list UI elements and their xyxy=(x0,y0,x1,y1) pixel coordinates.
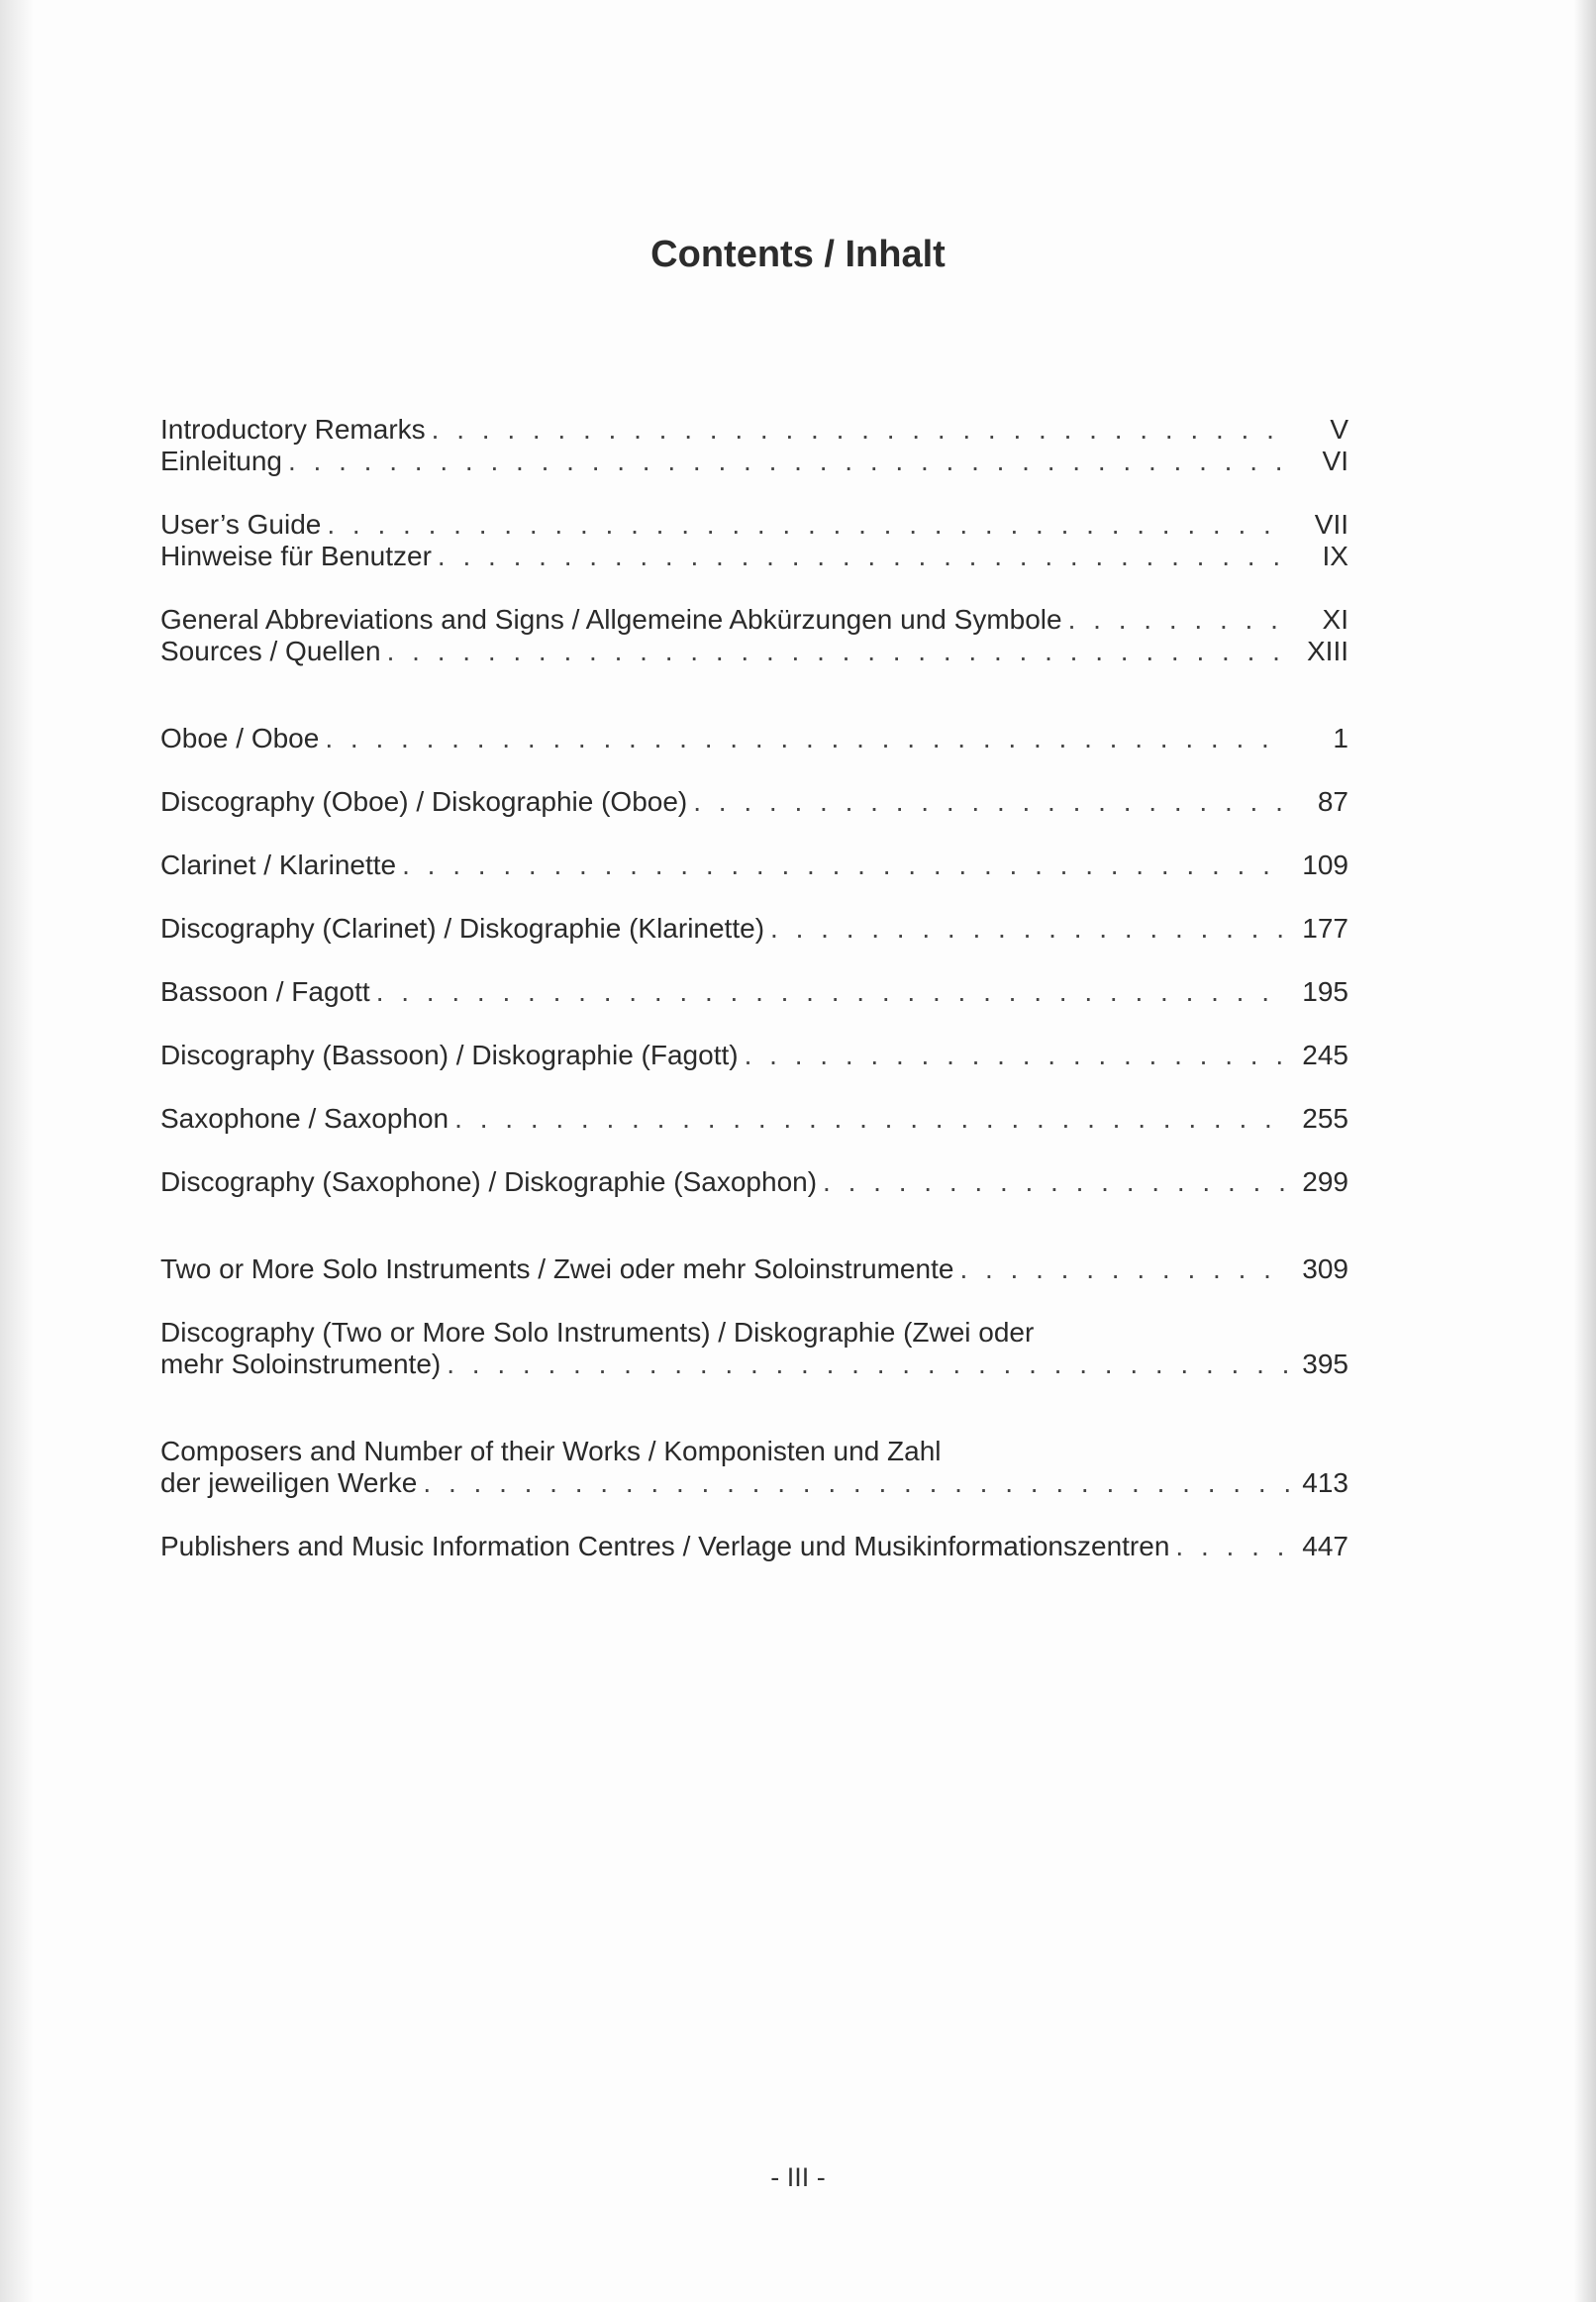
table-of-contents xyxy=(160,414,1348,1562)
dot-leader xyxy=(823,1166,1289,1198)
toc-entry-users-guide[interactable] xyxy=(160,509,1348,541)
toc-entry-page: XIII xyxy=(1306,636,1348,666)
toc-entry-page: IX xyxy=(1322,541,1348,571)
toc-entry-label: Bassoon / Fagott xyxy=(160,976,370,1007)
toc-entry-label: Oboe / Oboe xyxy=(160,723,320,753)
toc-entry-introductory-remarks[interactable] xyxy=(160,414,1348,446)
toc-entry-discography-two-or-more[interactable] xyxy=(160,1317,1348,1380)
toc-entry-label: Saxophone / Saxophon xyxy=(160,1103,449,1134)
toc-entry-page: 195 xyxy=(1302,976,1348,1007)
toc-entry-label: Introductory Remarks xyxy=(160,414,426,445)
toc-entry-page: 447 xyxy=(1302,1531,1348,1561)
dot-leader xyxy=(745,1040,1289,1071)
toc-entry-hinweise[interactable] xyxy=(160,541,1348,572)
toc-entry-label-line1: Discography (Two or More Solo Instruments) / Diskographie (Zwei oder xyxy=(160,1317,1035,1348)
toc-entry-label: Sources / Quellen xyxy=(160,636,381,666)
dot-leader xyxy=(1175,1531,1289,1562)
toc-entry-page: 309 xyxy=(1302,1253,1348,1284)
toc-entry-page: 109 xyxy=(1302,850,1348,880)
dot-leader xyxy=(959,1253,1289,1285)
toc-entry-label-line1: Composers and Number of their Works / Komponisten und Zahl xyxy=(160,1436,942,1466)
toc-entry-publishers[interactable] xyxy=(160,1531,1348,1562)
dot-leader xyxy=(376,976,1289,1008)
toc-entry-composers[interactable] xyxy=(160,1436,1348,1499)
page-title: Contents / Inhalt xyxy=(650,234,946,275)
toc-entry-discography-saxophone[interactable] xyxy=(160,1166,1348,1198)
dot-leader xyxy=(770,913,1289,945)
toc-entry-saxophone[interactable] xyxy=(160,1103,1348,1135)
toc-entry-label-line2: mehr Soloinstrumente) xyxy=(160,1349,442,1379)
toc-entry-label: Discography (Oboe) / Diskographie (Oboe) xyxy=(160,786,688,817)
dot-leader xyxy=(438,541,1289,572)
toc-entry-bassoon[interactable] xyxy=(160,976,1348,1008)
toc-entry-page: 395 xyxy=(1302,1349,1348,1379)
toc-entry-page: XI xyxy=(1322,604,1348,635)
toc-entry-label: Discography (Clarinet) / Diskographie (Klarinette) xyxy=(160,913,765,944)
toc-entry-label: User’s Guide xyxy=(160,509,322,540)
toc-entry-sources[interactable] xyxy=(160,636,1348,667)
toc-entry-label: Hinweise für Benutzer xyxy=(160,541,432,571)
toc-entry-discography-bassoon[interactable] xyxy=(160,1040,1348,1071)
dot-leader xyxy=(327,509,1289,541)
toc-entry-line2 xyxy=(160,1349,1348,1380)
toc-entry-discography-clarinet[interactable] xyxy=(160,913,1348,945)
toc-entry-oboe[interactable] xyxy=(160,723,1348,754)
toc-entry-label: Discography (Saxophone) / Diskographie (Saxophon) xyxy=(160,1166,818,1197)
toc-entry-label: General Abbreviations and Signs / Allgemeine Abkürzungen und Symbole xyxy=(160,604,1062,635)
toc-entry-two-or-more[interactable] xyxy=(160,1253,1348,1285)
dot-leader xyxy=(325,723,1289,754)
dot-leader xyxy=(454,1103,1289,1135)
dot-leader xyxy=(387,636,1289,667)
toc-entry-page: VII xyxy=(1314,509,1348,540)
toc-entry-page: 87 xyxy=(1317,786,1348,817)
dot-leader xyxy=(402,850,1289,881)
dot-leader xyxy=(432,414,1289,446)
toc-entry-label: Einleitung xyxy=(160,446,282,476)
toc-entry-label: Two or More Solo Instruments / Zwei oder mehr Soloinstrumente xyxy=(160,1253,954,1284)
toc-entry-label: Clarinet / Klarinette xyxy=(160,850,397,880)
toc-entry-einleitung[interactable] xyxy=(160,446,1348,477)
dot-leader xyxy=(288,446,1289,477)
toc-entry-page: V xyxy=(1330,414,1348,445)
toc-entry-abbreviations[interactable] xyxy=(160,604,1348,636)
toc-entry-discography-oboe[interactable] xyxy=(160,786,1348,818)
toc-entry-page: 299 xyxy=(1302,1166,1348,1197)
toc-entry-page: VI xyxy=(1322,446,1348,476)
toc-entry-page: 245 xyxy=(1302,1040,1348,1070)
dot-leader xyxy=(447,1349,1289,1380)
toc-entry-page: 1 xyxy=(1333,723,1348,753)
page-number-footer: - III - xyxy=(770,2162,826,2192)
toc-entry-page: 255 xyxy=(1302,1103,1348,1134)
toc-entry-clarinet[interactable] xyxy=(160,850,1348,881)
toc-entry-label-line2: der jeweiligen Werke xyxy=(160,1467,418,1498)
toc-entry-label: Publishers and Music Information Centres / Verlage und Musikinformationszentren xyxy=(160,1531,1170,1561)
toc-entry-line2 xyxy=(160,1467,1348,1499)
dot-leader xyxy=(423,1467,1289,1499)
toc-entry-page: 413 xyxy=(1302,1467,1348,1498)
dot-leader xyxy=(1068,604,1289,636)
dot-leader xyxy=(693,786,1289,818)
toc-entry-page: 177 xyxy=(1302,913,1348,944)
toc-entry-label: Discography (Bassoon) / Diskographie (Fagott) xyxy=(160,1040,739,1070)
